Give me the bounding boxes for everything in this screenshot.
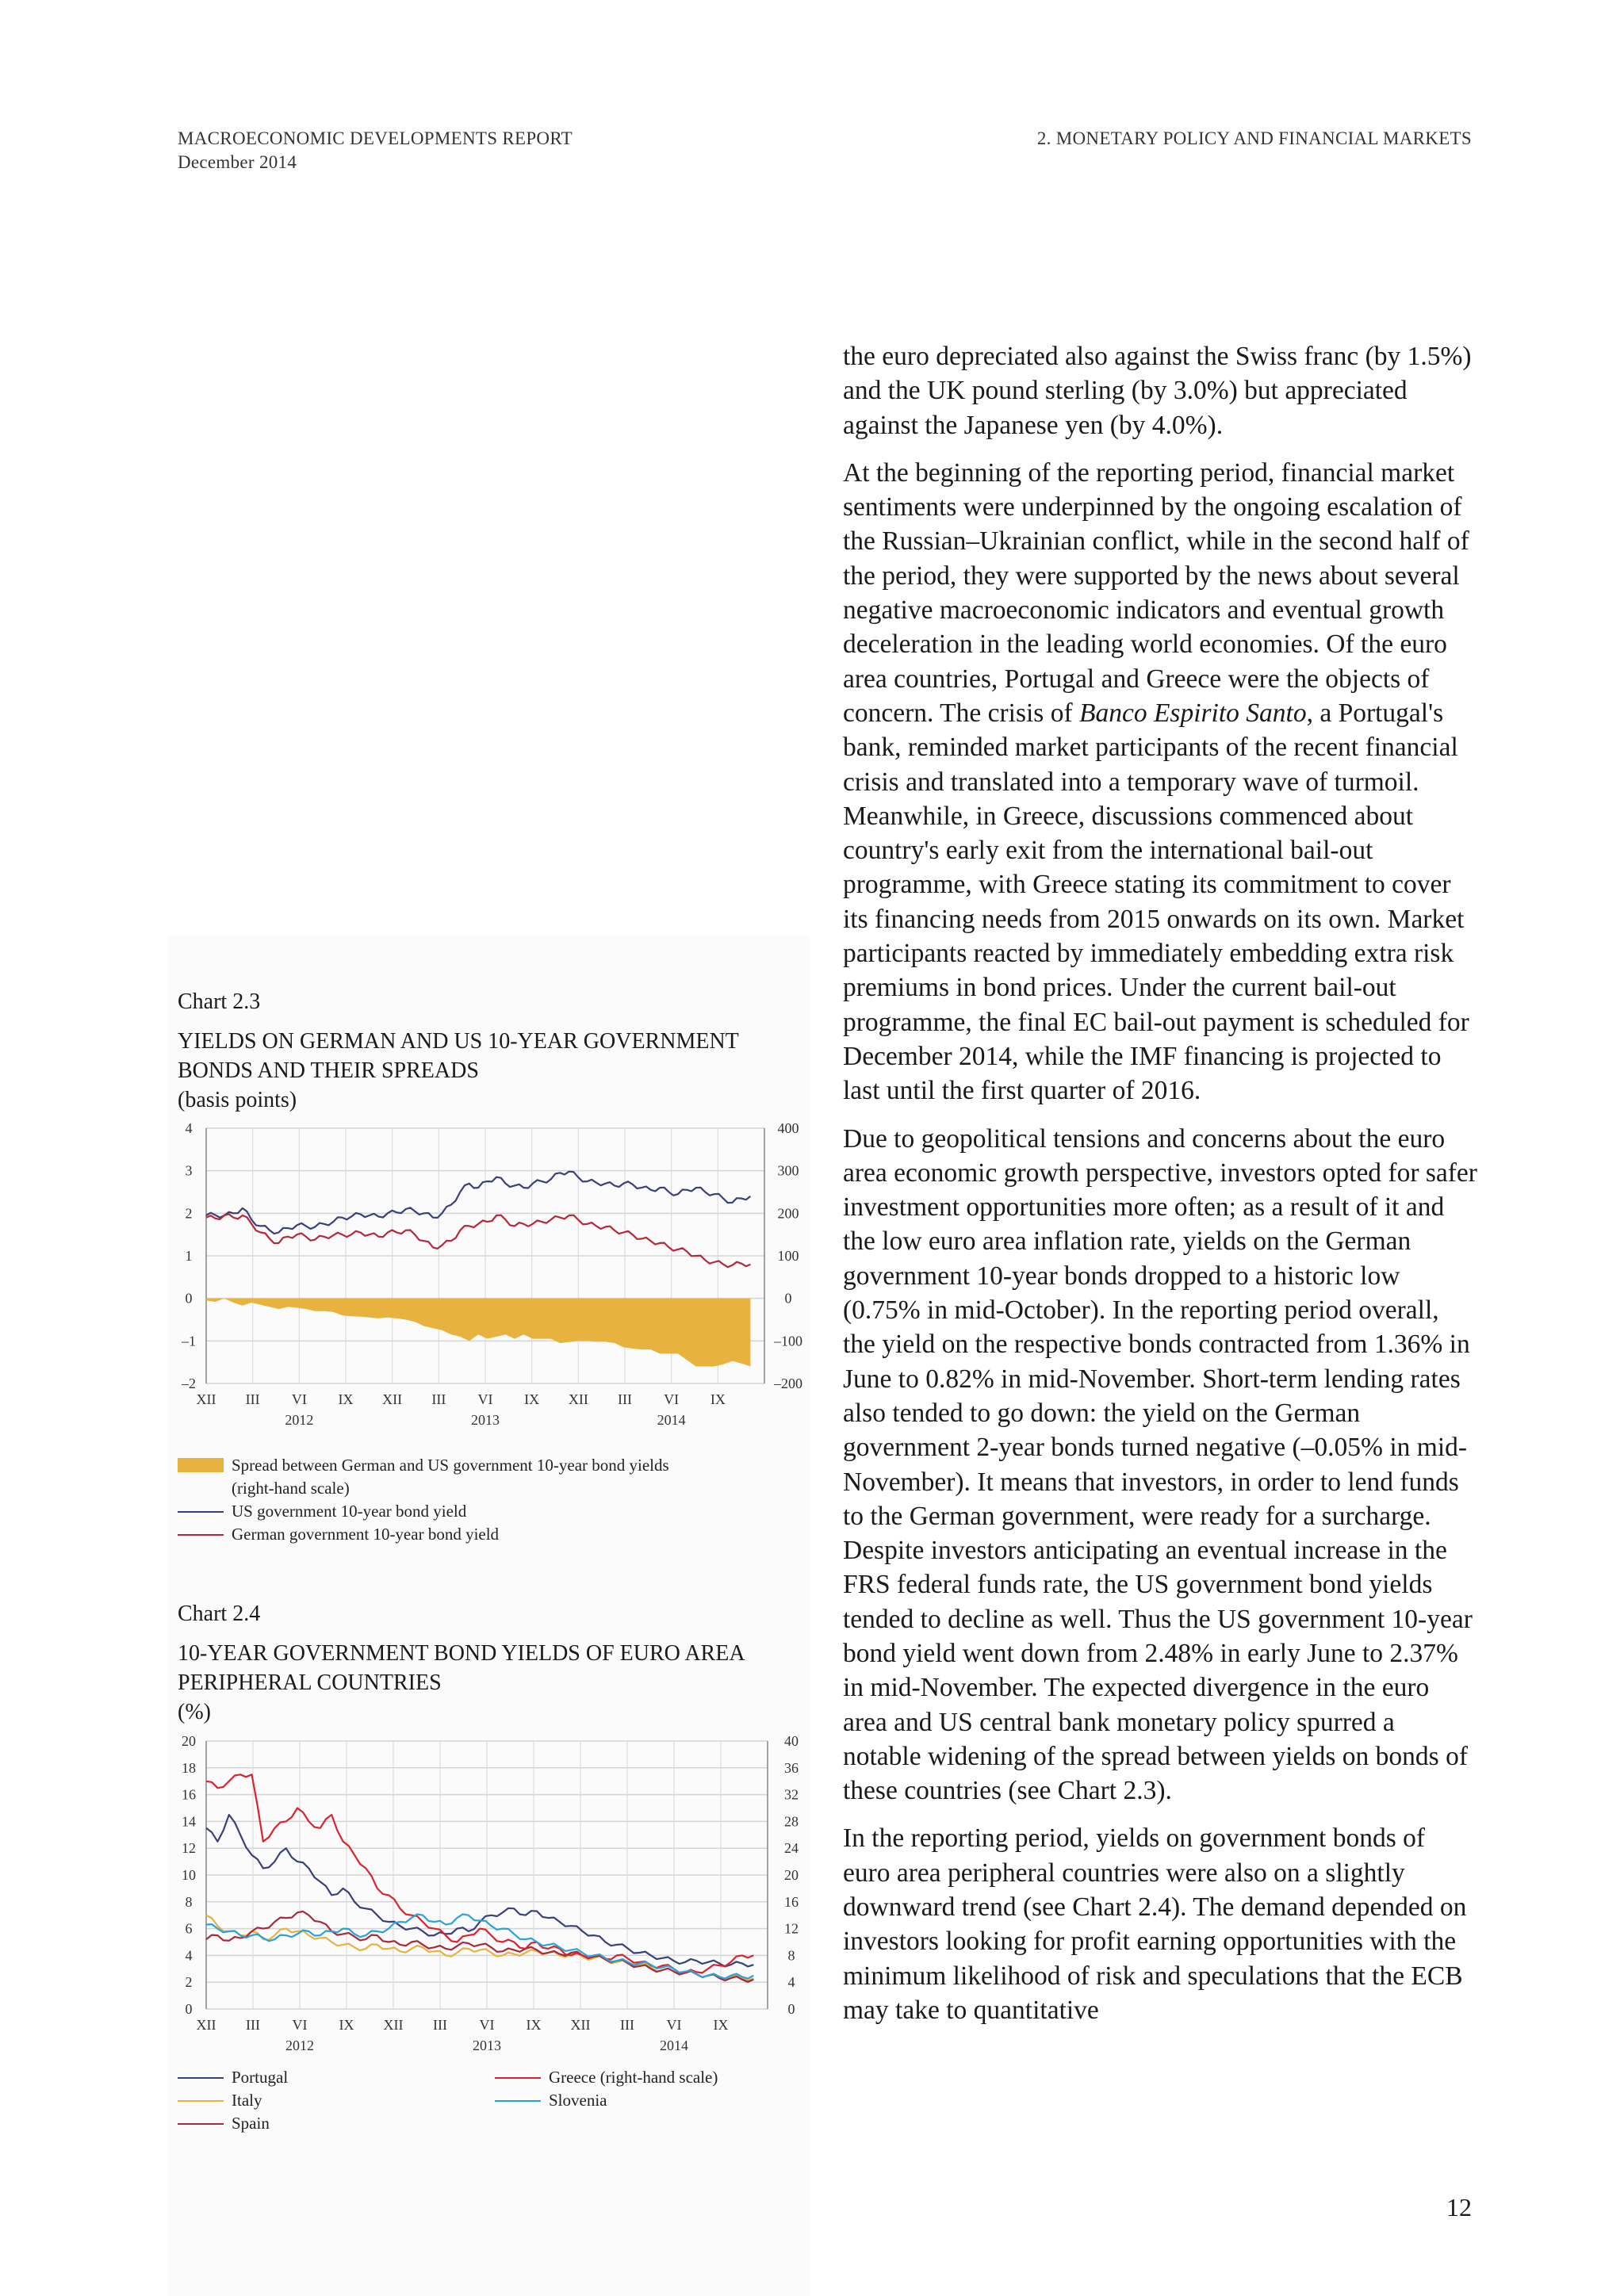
x-axis-tick-label: III [431,1391,446,1407]
year-label: 2013 [471,1412,500,1428]
left-axis-tick-label: 12 [182,1840,196,1857]
paragraph-2 [843,456,1477,1108]
series-spread-between-german-and-us-government-10-year-bond-yields-right-hand-scale-area [206,1299,750,1367]
right-axis-tick-label: –200 [774,1376,802,1391]
x-axis-tick-label: III [620,2017,634,2033]
page-number: 12 [1446,2193,1472,2221]
left-axis-tick-label: 2 [185,1205,193,1222]
series-slovenia-line [206,1914,753,1978]
running-header-left [178,127,573,174]
x-axis-tick-label: IX [338,1391,354,1407]
legend-entry [178,2089,487,2112]
right-axis-tick-label: 100 [777,1248,799,1264]
legend-entry [495,2066,804,2089]
paragraph-2-part-a: At the beginning of the reporting period, financial market sentiments were underpinned by the ongoing escalation of the Russian–Ukrainian conflict, while in the second half of the period, they were supported by the news about several negative macroeconomic indicators and eventual growth deceleration in the leading world economies. Of the euro area countries, Portugal and Greece were the objects of concern. The crisis of [843,457,1469,728]
x-axis-tick-label: XII [196,1391,216,1407]
legend-entry [178,1500,812,1523]
right-axis-tick-label: 16 [784,1893,799,1910]
year-label: 2013 [473,2038,501,2052]
left-axis-tick-label: 4 [185,1120,193,1136]
chart-2-3-title [178,1027,812,1115]
x-axis-tick-label: IX [524,1391,540,1407]
legend-label: Portugal [232,2068,289,2087]
legend-entry [495,2089,804,2112]
x-axis-tick-label: III [618,1391,632,1407]
x-axis-tick-label: VI [292,2017,308,2033]
x-axis-tick-label: IX [710,1391,726,1407]
right-axis-tick-label: 32 [784,1786,799,1803]
left-axis-tick-label: 20 [182,1733,196,1749]
right-axis-tick-label: 12 [784,1920,799,1937]
year-label: 2012 [285,1412,314,1428]
x-axis-tick-label: XII [383,2017,404,2033]
chart-2-3-title-text: YIELDS ON GERMAN AND US 10-YEAR GOVERNMENT BONDS AND THEIR SPREADS [178,1029,739,1083]
series-greece-right-hand-scale-line [206,1774,753,1973]
chart-2-4-title-text: 10-YEAR GOVERNMENT BOND YIELDS OF EURO AREA PERIPHERAL COUNTRIES [178,1641,745,1695]
left-axis-tick-label: –1 [182,1333,196,1349]
x-axis-tick-label: XII [568,1391,588,1407]
running-header-right: 2. MONETARY POLICY AND FINANCIAL MARKETS [1036,128,1472,148]
legend-label: Spain [232,2114,270,2133]
chart-2-4-number: Chart 2.4 [178,1601,261,1626]
left-axis-tick-label: 10 [182,1867,196,1883]
legend-line-swatch [495,2077,541,2079]
paragraph-4: In the reporting period, yields on government bonds of euro area peripheral countries were also on a slightly downward trend (see Chart 2.4). The demand depended on investors looking for profit earning opportunities with the minimum likelihood of risk and speculations that the ECB may take to quantitative [843,1823,1467,2025]
chart-2-3-plot [178,1114,812,1431]
year-label: 2014 [660,2038,688,2052]
right-axis-tick-label: 300 [777,1162,799,1179]
left-axis-tick-label: 8 [185,1893,193,1910]
x-axis-tick-label: VI [477,1391,493,1407]
x-axis-tick-label: VI [664,1391,680,1407]
right-axis-tick-label: 0 [784,1290,792,1307]
x-axis-tick-label: VI [479,2017,495,2033]
x-axis-tick-label: VI [291,1391,307,1407]
right-axis-tick-label: 28 [784,1813,799,1830]
series-german-government-10-year-bond-yield-line [206,1214,750,1267]
left-axis-tick-label: 2 [185,1974,193,1991]
left-axis-tick-label: 0 [185,2001,193,2017]
paragraph-1: the euro depreciated also against the Swiss franc (by 1.5%) and the UK pound sterling (by 3.0%) but appreciated against the Japanese yen (by 4.0%). [843,342,1472,440]
legend-label: US government 10-year bond yield [232,1502,467,1521]
report-date: December 2014 [178,152,297,172]
x-axis-tick-label: XII [382,1391,403,1407]
left-axis-tick-label: 1 [185,1248,193,1264]
chart-2-3-legend [178,1454,812,1546]
legend-area-swatch [178,1458,224,1472]
body-text-column [843,339,1477,2041]
legend-label: Spread between German and US government 10-year bond yields [232,1456,669,1475]
paragraph-3: Due to geopolitical tensions and concerns about the euro area economic growth perspective, investors opted for safer investment opportunities more often; as a result of it and the low euro area inflation rate, yields on the German government 10-year bonds dropped to a historic low (0.75% in mid-October). In the reporting period overall, the yield on the respective bonds contracted from 1.36% in June to 0.82% in mid-November. Short-term lending rates also tended to go down: the yield on the German government 2-year bonds turned negative (–0.05% in mid-November). It means that investors, in order to lend funds to the German government, were ready for a surcharge. Despite investors anticipating an eventual increase in the FRS federal funds rate, the US government bond yields tended to decline as well. Thus the US government 10-year bond yield went down from 2.48% in early June to 2.37% in mid-November. The expected divergence in the euro area and US central bank monetary policy spurred a notable widening of the spread between yields on bonds of these countries (see Chart 2.3). [843,1123,1477,1806]
left-axis-tick-label: 14 [182,1813,196,1830]
left-axis-tick-label: 4 [185,1947,193,1964]
legend-entry-continuation [178,1477,812,1500]
x-axis-tick-label: IX [339,2017,354,2033]
chart-2-3-number: Chart 2.3 [178,989,261,1014]
left-axis-tick-label: 16 [182,1786,196,1803]
right-axis-tick-label: 400 [777,1120,799,1136]
chart-2-4-plot [178,1727,812,2052]
right-axis-tick-label: 200 [777,1205,799,1222]
chart-2-4-unit: (%) [178,1700,211,1724]
x-axis-tick-label: XII [196,2017,216,2033]
legend-label: German government 10-year bond yield [232,1525,500,1544]
right-axis-tick-label: 24 [784,1840,799,1857]
x-axis-tick-label: IX [526,2017,542,2033]
chart-2-4-title [178,1639,812,1727]
x-axis-tick-label: III [433,2017,447,2033]
x-axis-tick-label: IX [713,2017,729,2033]
x-axis-tick-label: III [246,2017,260,2033]
left-axis-tick-label: 0 [185,1290,193,1307]
x-axis-tick-label: XII [570,2017,591,2033]
year-label: 2014 [657,1412,686,1428]
right-axis-tick-label: 20 [784,1867,799,1883]
right-axis-tick-label: 4 [787,1974,795,1991]
left-axis-tick-label: 6 [185,1920,193,1937]
legend-line-swatch [178,1511,224,1513]
report-title: MACROECONOMIC DEVELOPMENTS REPORT [178,128,573,148]
legend-label: Greece (right-hand scale) [549,2068,718,2087]
left-axis-tick-label: –2 [182,1376,196,1391]
series-portugal-line [206,1815,753,1966]
x-axis-tick-label: VI [666,2017,682,2033]
year-label: 2012 [285,2038,314,2052]
right-axis-tick-label: 0 [787,2001,795,2017]
x-axis-tick-label: III [245,1391,260,1407]
legend-label: Italy [232,2091,262,2110]
legend-line-swatch [495,2100,541,2102]
right-axis-tick-label: 36 [784,1759,799,1776]
legend-label: (right-hand scale) [232,1479,350,1498]
legend-line-swatch [178,2077,224,2079]
legend-label: Slovenia [549,2091,607,2110]
left-axis-tick-label: 3 [185,1162,193,1179]
bank-name: Banco Espirito Santo [1078,698,1307,728]
chart-2-3-unit: (basis points) [178,1088,297,1112]
legend-entry [178,2066,487,2089]
legend-line-swatch [178,1534,224,1536]
right-axis-tick-label: –100 [774,1333,802,1349]
legend-entry [178,1523,812,1546]
legend-line-swatch [178,2100,224,2102]
right-axis-tick-label: 8 [787,1947,795,1964]
chart-2-4-legend [178,2066,812,2137]
legend-line-swatch [178,2123,224,2125]
paragraph-2-part-b: , a Portugal's bank, reminded market participants of the recent financial crisis and translated into a temporary wave of turmoil. Meanwhile, in Greece, discussions commenced about country's early exit from the international bail-out programme, with Greece stating its commitment to cover its financing needs from 2015 onwards on its own. Market participants reacted by immediately embedding extra risk premiums in bond prices. Under the current bail-out programme, the final EC bail-out payment is scheduled for December 2014, while the IMF financing is projected to last until the first quarter of 2016. [843,698,1469,1106]
legend-entry [178,1454,812,1477]
right-axis-tick-label: 40 [784,1733,799,1749]
left-axis-tick-label: 18 [182,1759,196,1776]
legend-entry [178,2112,487,2135]
